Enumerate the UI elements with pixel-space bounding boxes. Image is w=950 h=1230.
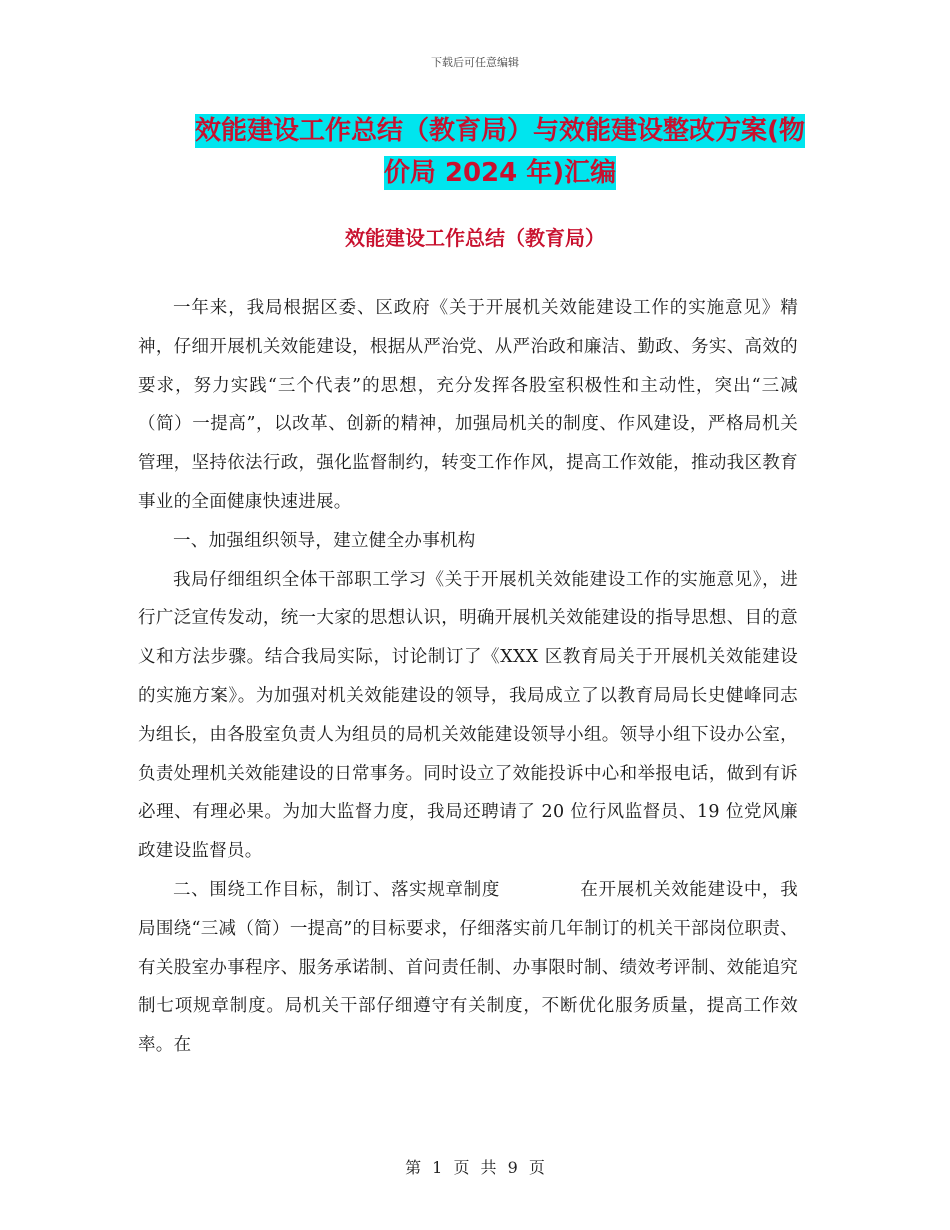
paragraph-rules <box>138 871 798 1065</box>
section-title: 效能建设工作总结（教育局） <box>345 226 605 250</box>
document-title-line1: 效能建设工作总结（教育局）与效能建设整改方案(物 <box>195 116 805 146</box>
paragraph-heading-1: 一、加强组织领导，建立健全办事机构 <box>173 530 476 551</box>
document-body <box>138 289 798 1065</box>
paragraph-intro: 一年来，我局根据区委、区政府《关于开展机关效能建设工作的实施意见》精神，仔细开展机关效能建设，根据从严治党、从严治政和廉洁、勤政、务实、高效的要求，努力实践“三个代表”的思想，充分发挥各股室积极性和主动性，突出“三减（简）一提高”，以改革、创新的精神，加强局机关的制度、作风建设，严格局机关管理，坚持依法行政，强化监督制约，转变工作作风，提高工作效能，推动我区教育事业的全面健康快速进展。 <box>138 298 798 512</box>
paragraph-heading-2: 二、围绕工作目标，制订、落实规章制度 <box>173 879 500 900</box>
page-footer: 第 1 页 共 9 页 <box>405 1158 545 1177</box>
document-title-line2: 价局 2024 年)汇编 <box>383 158 617 188</box>
paragraph-rules-text: 在开展机关效能建设中，我局围绕“三减（简）一提高”的目标要求，仔细落实前几年制订的机关干部岗位职责、有关股室办事程序、服务承诺制、首问责任制、办事限时制、绩效考评制、效能追究制七项规章制度。局机关干部仔细遵守有关制度，不断优化服务质量，提高工作效率。在 <box>138 879 798 1056</box>
document-title <box>140 110 860 194</box>
paragraph-organization: 我局仔细组织全体干部职工学习《关于开展机关效能建设工作的实施意见》，进行广泛宣传发动，统一大家的思想认识，明确开展机关效能建设的指导思想、目的意义和方法步骤。结合我局实际，讨论制订了《XXX 区教育局关于开展机关效能建设的实施方案》。为加强对机关效能建设的领导，我局成立了以教育局局长史健峰同志为组长，由各股室负责人为组员的局机关效能建设领导小组。领导小组下设办公室，负责处理机关效能建设的日常事务。同时设立了效能投诉中心和举报电话，做到有诉必理、有理必果。为加大监督力度，我局还聘请了 20 位行风监督员、19 位党风廉政建设监督员。 <box>138 569 798 862</box>
header-note: 下载后可任意编辑 <box>431 56 519 69</box>
